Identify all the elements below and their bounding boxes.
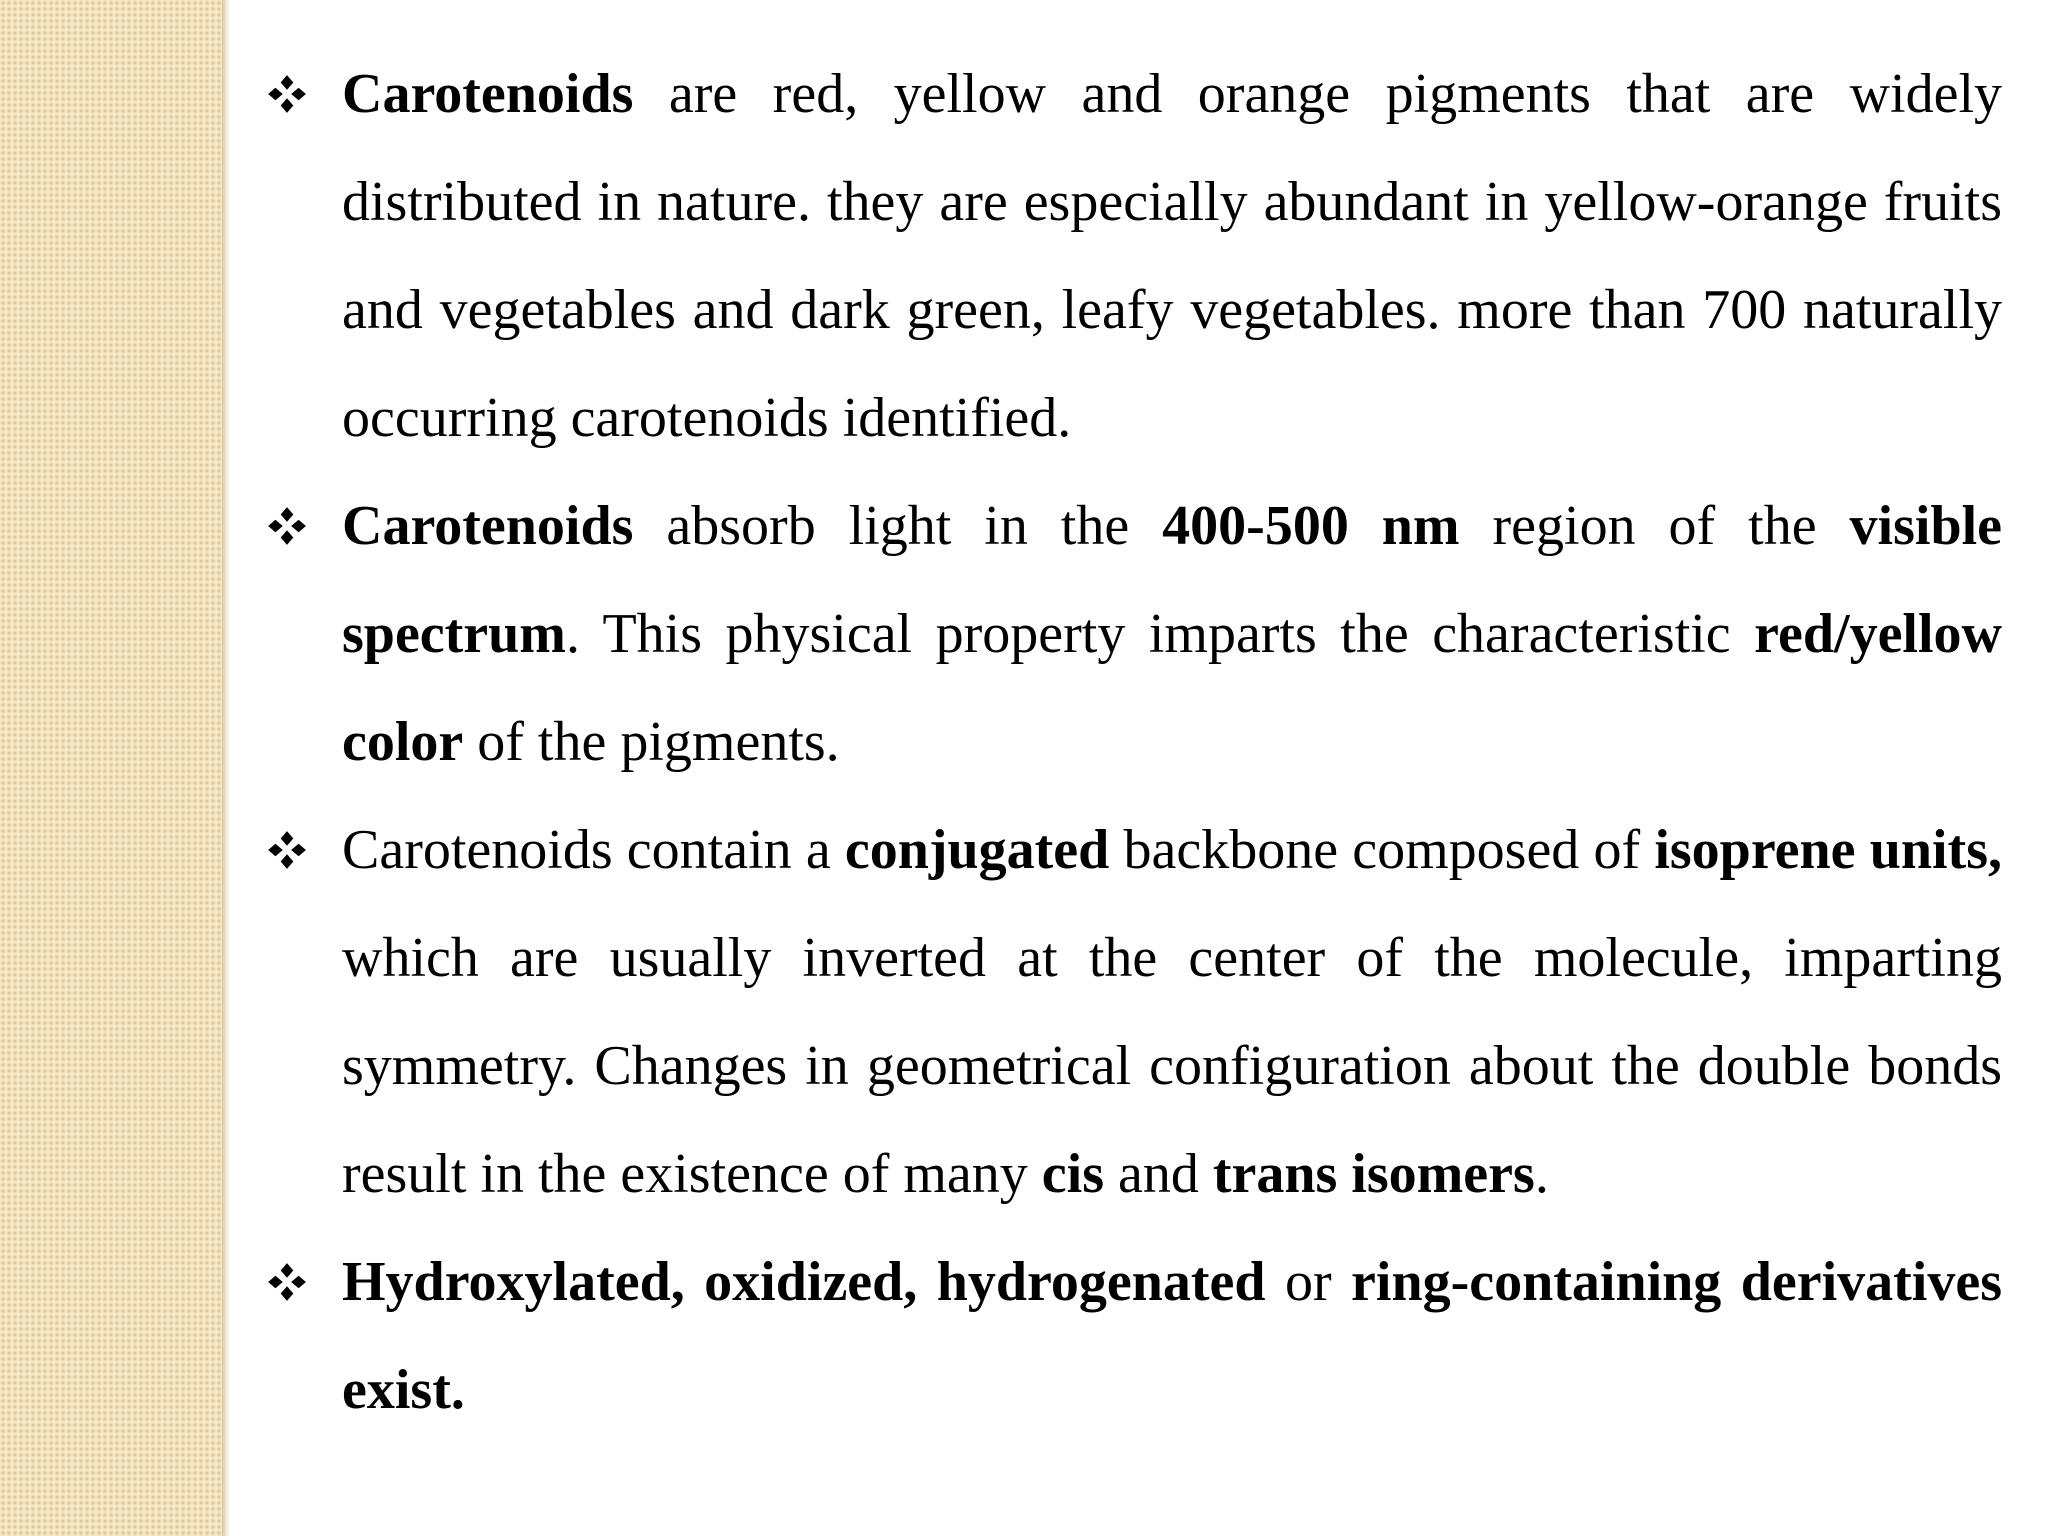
text-run: are red, yellow and orange pigments that are widely distributed in nature. they are especially abundant in yellow-orange fruits and vegetables and dark green, leafy vegetables. more than 700 naturally occurring carotenoids identified. <box>342 63 2002 449</box>
bullet-text <box>342 1228 2002 1444</box>
bullet-text <box>342 472 2002 796</box>
diamond-bullet-icon <box>262 40 312 148</box>
text-run: . <box>1534 1143 1549 1205</box>
text-run: . This physical property imparts the characteristic <box>565 603 1755 665</box>
text-run: and <box>1104 1143 1213 1205</box>
bold-term: Hydroxylated, oxidized, hydrogenated <box>342 1251 1266 1313</box>
bullet-item-light-absorption <box>262 472 2002 796</box>
bullet-text <box>342 40 2002 472</box>
text-run: absorb light in the <box>633 495 1163 557</box>
decorative-side-band <box>0 0 222 1536</box>
text-run: Carotenoids contain a <box>342 819 845 881</box>
text-run: backbone composed of <box>1109 819 1655 881</box>
bullet-item-carotenoid-pigments <box>262 40 2002 472</box>
diamond-bullet-icon <box>262 1228 312 1336</box>
diamond-bullet-icon <box>262 472 312 580</box>
bold-term: 400-500 nm <box>1162 495 1460 557</box>
bold-term: red/yellow color <box>342 603 2002 773</box>
bullet-text <box>342 796 2002 1228</box>
bullet-list <box>262 40 2002 1444</box>
text-run: which are usually inverted at the center of the molecule, imparting symmetry. Changes in geometrical configuration about the double bonds result in the existence of many <box>342 927 2002 1205</box>
text-run: or <box>1265 1251 1352 1313</box>
bold-term: ring-containing derivatives exist. <box>342 1251 2002 1421</box>
text-run: region of the <box>1459 495 1850 557</box>
bold-term: Carotenoids <box>342 63 634 125</box>
bold-term: trans isomers <box>1212 1143 1535 1205</box>
bold-term: Carotenoids <box>342 495 634 557</box>
bullet-item-derivatives <box>262 1228 2002 1444</box>
bold-term: visible spectrum <box>342 495 2002 665</box>
text-run: of the pigments. <box>463 711 840 773</box>
bold-term: conjugated <box>844 819 1110 881</box>
bold-term: isoprene units, <box>1654 819 2002 881</box>
bold-term: cis <box>1041 1143 1104 1205</box>
side-band-edge <box>222 0 230 1536</box>
bullet-item-conjugated-backbone <box>262 796 2002 1228</box>
diamond-bullet-icon <box>262 796 312 904</box>
